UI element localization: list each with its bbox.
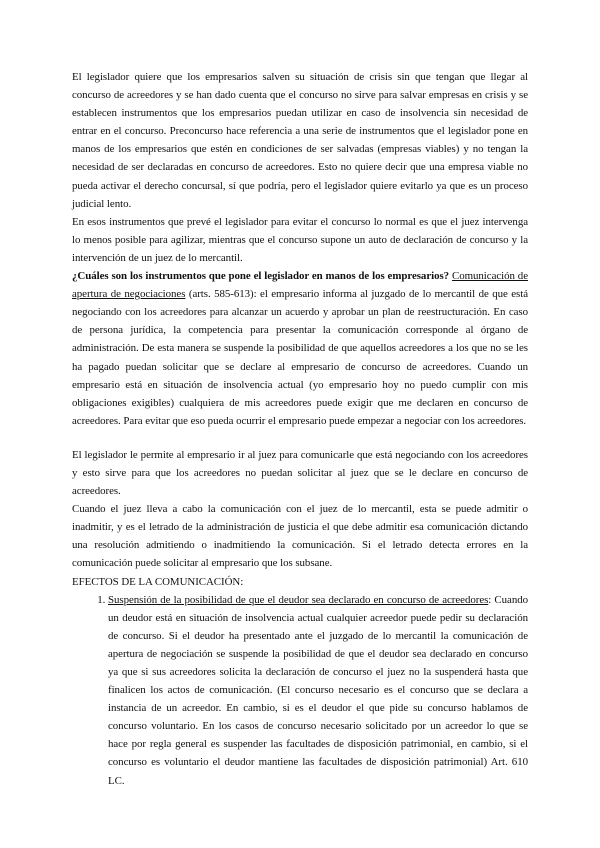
underlined-term: Comunicación de apertura de negociaciones: [72, 270, 528, 301]
effect-body: : Cuando un deudor está en situación de insolvencia actual cualquier acreedor puede pedir su declaración de concurso. Si el deudor ha presentado ante el juzgado de lo mercantil la comunicación de apertura de negociación se suspende la posibilidad de que el deudor sea declarado en concurso ya que si sus acreedores solicita la declaración de concurso el juez no la suspenderá hasta que finalicen los actos de comunicación. (El concurso necesario es el concurso que se declara a instancia de un acreedor. En cambio, si es el deudor el que pide su concurso hablamos de concurso voluntario. En los casos de concurso necesario solicitado por un acreedor lo que se hace por regla general es suspender las facultades de disposición patrimonial, en cambio, si el concurso es voluntario el deudor mantiene las facultades de disposición patrimonial) Art. 610 LC.: [108, 593, 529, 787]
paragraph-question-rest: (arts. 585-613): el empresario informa al juzgado de lo mercantil de que está negociando con los acreedores para alcanzar un acuerdo y aprobar un plan de reestructuración. En caso de persona jurídica, la competencia para presentar la comunicación corresponde al órgano de administración. De esta manera se suspende la posibilidad de que aquellos acreedores a los que no se les ha pagado puedan solicitar que se declare al empresario de concurso de acreedores. Cuando un empresario está en situación de insolvencia actual (yo empresario hoy no puedo cumplir con mis obligaciones exigibles) cualquiera de mis acreedores puede exigir que me declaren en concurso de acreedores. Para evitar que eso pueda ocurrir el empresario puede empezar a negociar con los acreedores.: [72, 288, 528, 427]
spacer: [72, 430, 528, 446]
paragraph-admission: Cuando el juez lleva a cabo la comunicación con el juez de lo mercantil, esta se puede admitir o inadmitir, y es el letrado de la administración de justicia el que debe admitir esa comunicación dictando una resolución admitiendo o inadmitiendo la comunicación. Si el letrado detecta errores en la comunicación puede solicitar al empresario que los subsane.: [72, 503, 528, 570]
paragraph-question: [72, 267, 528, 430]
effect-title: Suspensión de la posibilidad de que el deudor sea declarado en concurso de acreedores: [108, 593, 489, 606]
paragraph-intro: El legislador quiere que los empresarios salven su situación de crisis sin que tengan que llegar al concurso de acreedores y se han dado cuenta que el concurso no sirve para salvar empresas en crisis y se establecen instrumentos que los empresarios puedan utilizar en caso de insolvencia sin necesidad de entrar en el concurso. Preconcurso hace referencia a una serie de instrumentos que el legislador pone en manos de los empresarios que estén en condiciones de ser salvadas (empresas viables) y no tengan la necesidad de ser declaradas en concurso de acreedores. Esto no quiere decir que una empresa viable no pueda activar el derecho concursal, sí que podría, pero el legislador quiere evitarlo ya que es un proceso judicial lento.: [72, 71, 528, 210]
paragraph-permission: El legislador le permite al empresario ir al juez para comunicarle que está negociando con los acreedores y esto sirve para que los acreedores no puedan solicitar al juez que se le declare en concurso de acreedores.: [72, 448, 528, 498]
effects-list: [72, 591, 528, 790]
effects-heading: EFECTOS DE LA COMUNICACIÓN:: [72, 575, 244, 588]
document-body: [72, 68, 528, 790]
question-text: ¿Cuáles son los instrumentos que pone el legislador en manos de los empresarios?: [72, 270, 450, 283]
paragraph-instruments: En esos instrumentos que prevé el legislador para evitar el concurso lo normal es que el juez intervenga lo menos posible para agilizar, mientras que el concurso supone un auto de declaración de concurso y la intervención de un juez de lo mercantil.: [72, 215, 528, 264]
effects-list-item: [108, 591, 528, 790]
